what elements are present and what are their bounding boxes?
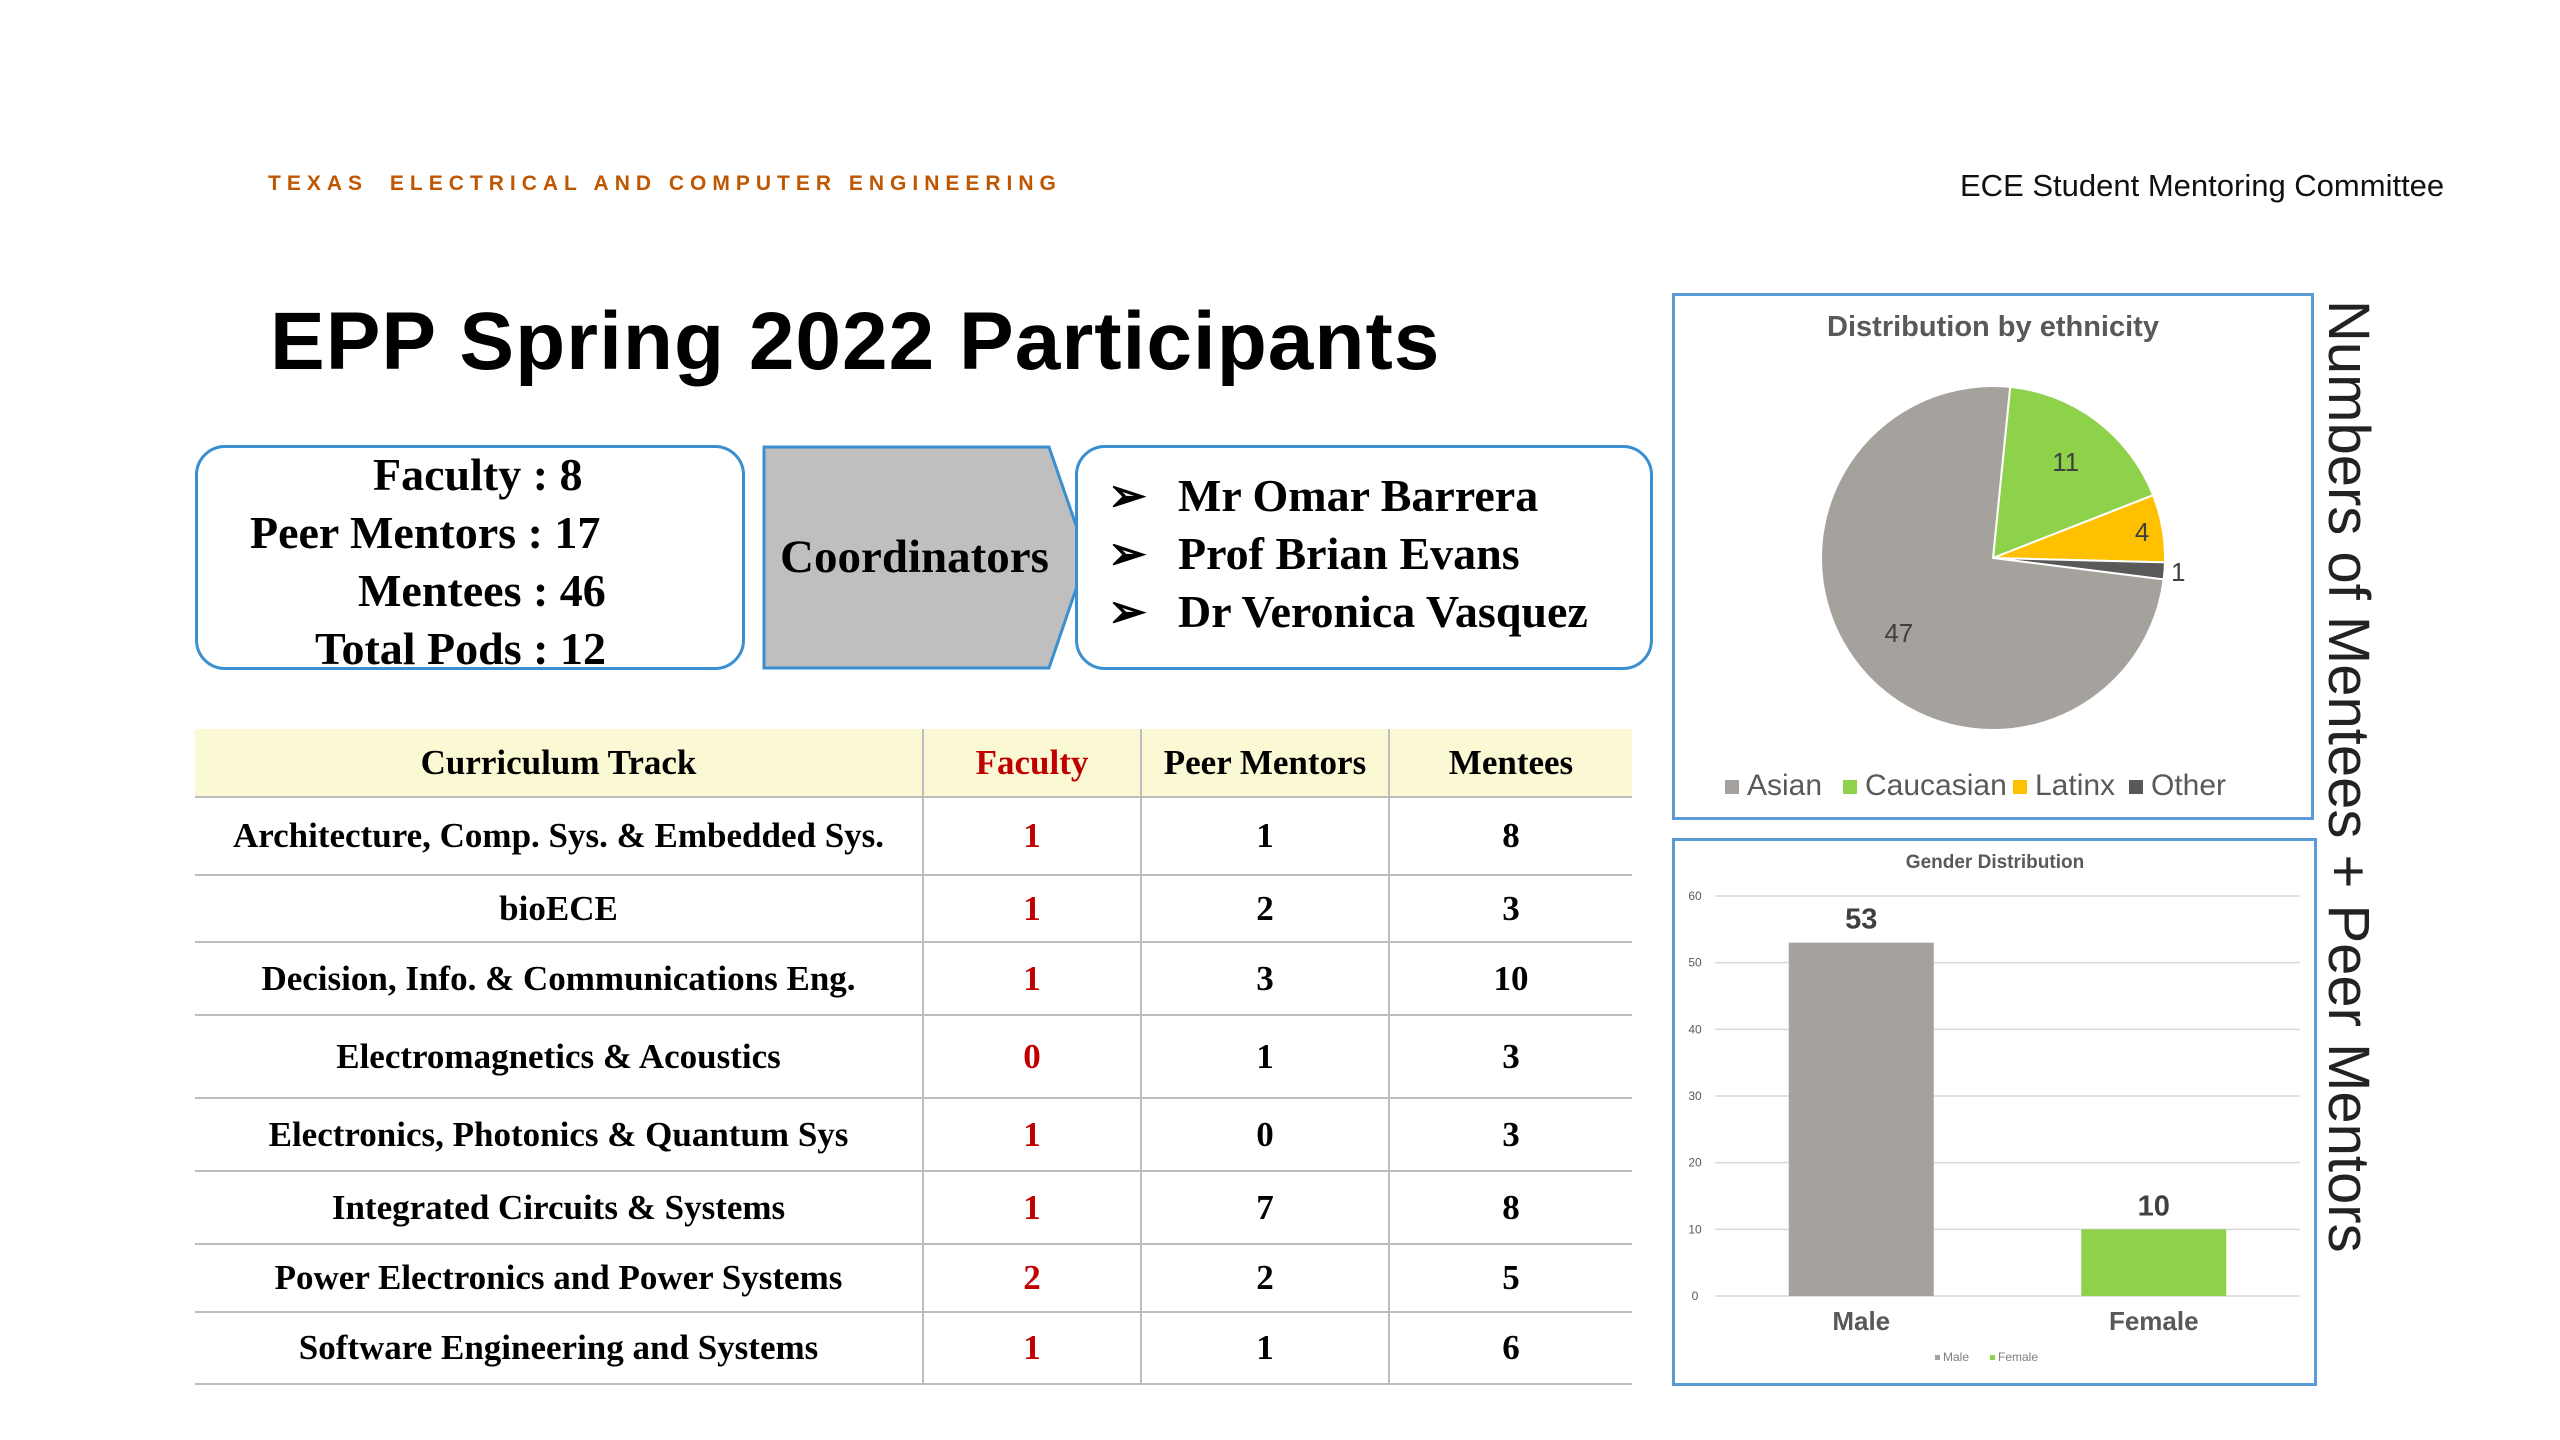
- faculty-cell: 1: [923, 942, 1141, 1015]
- legend-label: Caucasian: [1865, 769, 2007, 802]
- coordinators-label: Coordinators: [780, 531, 1049, 583]
- table-row: [195, 797, 1632, 875]
- col-header-mentees: Mentees: [1448, 742, 1574, 782]
- coordinator-name: Dr Veronica Vasquez: [1178, 586, 1588, 637]
- page-title: EPP Spring 2022 Participants: [270, 296, 1441, 387]
- pie-data-label: 1: [2170, 556, 2186, 587]
- mentees-cell: 3: [1502, 1114, 1520, 1154]
- legend-swatch: [1725, 780, 1739, 794]
- table-row: [195, 1244, 1632, 1312]
- coordinator-item: [1108, 468, 1538, 522]
- y-tick-label: 30: [1688, 1089, 1702, 1103]
- peer-mentors-cell: 2: [1141, 1244, 1389, 1312]
- y-tick-label: 0: [1691, 1289, 1699, 1303]
- faculty-cell: 1: [923, 875, 1141, 942]
- participant-stats-box: [195, 445, 745, 674]
- legend-label: Female: [1998, 1350, 2039, 1364]
- brand-secondary: ELECTRICAL AND COMPUTER ENGINEERING: [389, 172, 1062, 195]
- bar-data-label: 53: [1845, 903, 1878, 936]
- faculty-cell: 1: [923, 1312, 1141, 1384]
- table-row: [195, 1171, 1632, 1244]
- peer-mentors-cell: 2: [1141, 875, 1389, 942]
- coordinator-item: [1108, 584, 1588, 638]
- bar-title: Gender Distribution: [1905, 852, 2085, 873]
- mentees-cell: 3: [1502, 888, 1520, 928]
- brand-wordmark: [268, 172, 1062, 196]
- col-header-faculty: Faculty: [923, 729, 1141, 797]
- side-label: Numbers of Mentees + Peer Mentors: [2316, 300, 2381, 1253]
- pie-data-label: 11: [2052, 447, 2080, 477]
- track-name: Decision, Info. & Communications Eng.: [195, 942, 923, 1015]
- ethnicity-pie-svg: [1675, 296, 2311, 817]
- y-tick-label: 10: [1688, 1222, 1702, 1237]
- table-row: [195, 1098, 1632, 1171]
- track-name: bioECE: [195, 875, 923, 942]
- mentees-cell: 10: [1493, 958, 1529, 998]
- arrow-bullet-icon: ➢: [1108, 586, 1147, 637]
- committee-name: ECE Student Mentoring Committee: [1960, 168, 2445, 203]
- legend-swatch: [2013, 780, 2027, 794]
- track-name: Electromagnetics & Acoustics: [195, 1015, 923, 1098]
- x-tick-label: Female: [2108, 1306, 2199, 1336]
- arrow-bullet-icon: ➢: [1108, 470, 1147, 521]
- faculty-count: Faculty : 8: [373, 449, 583, 500]
- table-row: [195, 942, 1632, 1015]
- mentees-cell: 5: [1502, 1258, 1520, 1297]
- y-tick-label: 20: [1688, 1155, 1702, 1170]
- track-name: Power Electronics and Power Systems: [195, 1244, 923, 1312]
- faculty-cell: 1: [923, 1171, 1141, 1244]
- gender-bar-chart: [1672, 838, 2317, 1386]
- table-row: [195, 1015, 1632, 1098]
- col-header-peer-mentors: Peer Mentors: [1141, 729, 1389, 797]
- faculty-cell: 1: [923, 797, 1141, 875]
- legend-swatch: [2129, 780, 2143, 794]
- legend-label: Other: [2151, 769, 2227, 802]
- y-tick-label: 60: [1688, 889, 1702, 903]
- legend-swatch: [1843, 780, 1857, 794]
- faculty-cell: 0: [923, 1015, 1141, 1098]
- curriculum-track-table: [195, 729, 1632, 1385]
- mentees-count: Mentees : 46: [358, 565, 606, 616]
- table-row: [195, 1312, 1632, 1384]
- track-name: Electronics, Photonics & Quantum Sys: [195, 1098, 923, 1171]
- legend-label: Asian: [1747, 769, 1823, 802]
- mentees-cell: 6: [1502, 1328, 1520, 1367]
- bar-male: [1789, 943, 1934, 1296]
- peer-mentors-cell: 3: [1141, 942, 1389, 1015]
- arrow-bullet-icon: ➢: [1108, 528, 1147, 579]
- mentees-cell: 8: [1502, 816, 1520, 855]
- table-header-row: [195, 729, 1632, 797]
- table-row: [195, 875, 1632, 942]
- coordinator-name: Mr Omar Barrera: [1178, 470, 1539, 521]
- y-tick-label: 50: [1688, 955, 1702, 970]
- track-name: Software Engineering and Systems: [195, 1312, 923, 1384]
- coordinator-item: [1108, 526, 1520, 580]
- pie-data-label: 47: [1884, 618, 1914, 648]
- col-header-track: Curriculum Track: [195, 729, 923, 797]
- pie-title: Distribution by ethnicity: [1827, 311, 2159, 343]
- bar-data-label: 10: [2137, 1190, 2170, 1223]
- peer-mentors-cell: 1: [1141, 797, 1389, 875]
- x-tick-label: Male: [1832, 1306, 1891, 1336]
- ethnicity-pie-chart: [1672, 293, 2314, 820]
- faculty-cell: 2: [923, 1244, 1141, 1312]
- total-pods-count: Total Pods : 12: [315, 623, 606, 674]
- legend-swatch: [1990, 1355, 1995, 1360]
- y-tick-label: 40: [1688, 1022, 1702, 1037]
- legend-label: Male: [1943, 1350, 1970, 1364]
- peer-mentors-cell: 0: [1141, 1098, 1389, 1171]
- legend-swatch: [1935, 1355, 1940, 1360]
- pie-data-label: 4: [2134, 516, 2150, 547]
- gender-bar-svg: [1675, 841, 2314, 1383]
- peer-mentors-cell: 7: [1141, 1171, 1389, 1244]
- peer-mentors-cell: 1: [1141, 1015, 1389, 1098]
- mentees-cell: 8: [1502, 1187, 1520, 1227]
- peer-mentors-count: Peer Mentors : 17: [250, 507, 601, 558]
- peer-mentors-cell: 1: [1141, 1312, 1389, 1384]
- brand-primary: TEXAS: [268, 172, 369, 195]
- coordinator-name: Prof Brian Evans: [1178, 528, 1520, 579]
- faculty-cell: 1: [923, 1098, 1141, 1171]
- coordinator-names-box: [1075, 445, 1653, 670]
- mentees-cell: 3: [1502, 1036, 1520, 1076]
- track-name: Architecture, Comp. Sys. & Embedded Sys.: [195, 797, 923, 875]
- bar-female: [2081, 1229, 2226, 1296]
- side-label-container: [2316, 300, 2390, 1280]
- legend-label: Latinx: [2035, 769, 2116, 802]
- track-name: Integrated Circuits & Systems: [195, 1171, 923, 1244]
